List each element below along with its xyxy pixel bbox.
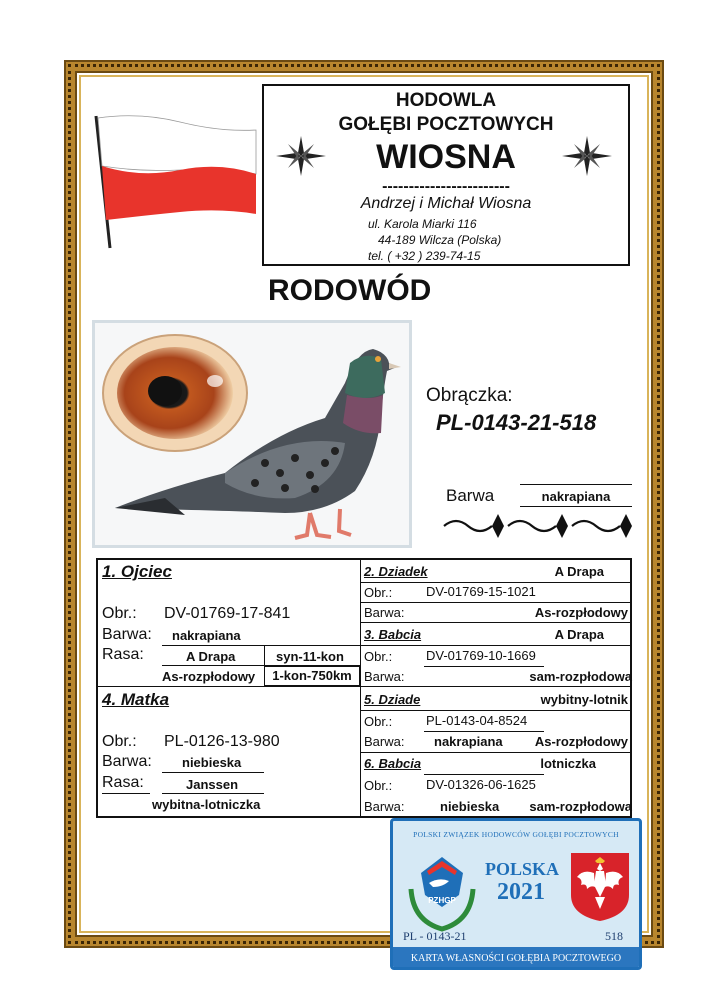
gm1-breed: A Drapa [554,627,604,642]
mother-obr: PL-0126-13-980 [164,733,280,750]
gf2-gm2-divider [360,752,632,753]
center-divider [360,558,361,818]
gf2-note2: As-rozpłodowy [534,734,628,749]
father-rasa: A Drapa [186,649,236,664]
grand-divider [360,686,632,687]
gf1-breed: A Drapa [554,564,604,579]
gm2-barwa-label: Barwa: [364,799,405,814]
gm1-barwa-label: Barwa: [364,669,405,684]
polish-eagle-icon [569,851,631,923]
color-bottom-rule [520,506,632,507]
pzhgp-logo-icon [403,849,481,933]
mother-barwa: niebieska [182,755,242,770]
father-note2: As-rozpłodowy [162,669,256,684]
mother-rasa-label-rule [102,793,150,794]
gf1-rule1 [360,582,632,583]
gf1-obr-label: Obr.: [364,585,393,600]
card-ring: PL - 0143-21 [403,929,467,943]
gm1-note: sam-rozpłodowa [529,669,632,684]
card-year: 2021 [497,879,545,905]
pigeon-image [95,323,409,545]
ownership-card [390,818,642,970]
gm2-barwa: niebieska [440,799,500,814]
gm1-obr: DV-01769-10-1669 [426,648,536,663]
gf1-heading: 2. Dziadek [364,564,428,579]
loft-name: WIOSNA [376,138,516,176]
father-barwa-rule [162,645,360,646]
owners-name: Andrzej i Michał Wiosna [360,195,532,212]
card-top-text: POLSKI ZWIĄZEK HODOWCÓW GOŁĘBI POCZTOWYCH [413,830,619,839]
gm2-note2: sam-rozpłodowa [529,799,632,814]
address-street: ul. Karola Miarki 116 [368,217,477,231]
father-obr-label: Obr.: [102,605,137,622]
address-city: 44-189 Wilcza (Polska) [378,233,502,247]
gf2-obr-label: Obr.: [364,714,393,729]
gm2-heading: 6. Babcia [364,756,422,771]
father-barwa-label: Barwa: [102,626,152,643]
gm1-obr-label: Obr.: [364,649,393,664]
ring-label: Obrączka: [426,385,513,406]
gf1-note: As-rozpłodowy [534,605,628,620]
mother-rasa: Janssen [186,777,239,792]
gm2-rule1 [424,774,544,775]
father-mother-divider [96,686,360,687]
card-logo-text: PZHGP [428,896,456,905]
color-value: nakrapiana [541,489,611,504]
father-barwa: nakrapiana [172,628,241,643]
mother-rasa-rule [162,793,264,794]
father-note1-divider [264,645,265,667]
header-line1: HODOWLA [395,90,497,111]
gm1-rule1 [360,645,632,646]
father-note3: 1-kon-750km [264,666,360,686]
header-line2: GOŁĘBI POCZTOWYCH [338,114,554,135]
gf2-barwa-label: Barwa: [364,734,405,749]
compass-star-icon [276,136,326,176]
gf2-barwa: nakrapiana [434,734,503,749]
card-bottom-text: KARTA WŁASNOŚCI GOŁĘBIA POCZTOWEGO [410,953,622,964]
gf1-obr: DV-01769-15-1021 [426,584,536,599]
address-phone: tel. ( +32 ) 239-74-15 [368,249,481,263]
gf2-obr: PL-0143-04-8524 [426,713,528,728]
card-number: 518 [605,929,623,943]
father-note1: syn-11-kon [276,649,344,664]
mother-obr-label: Obr.: [102,733,137,750]
gf2-rule1 [360,710,632,711]
gm1-rule2 [424,666,544,667]
gf1-gm1-divider [360,622,632,623]
gm2-note1: lotniczka [540,756,596,771]
card-country: POLSKA [485,859,560,879]
gm2-obr: DV-01326-06-1625 [426,777,536,792]
mother-note: wybitna-lotniczka [152,797,261,812]
ring-number: PL-0143-21-518 [436,410,597,435]
mother-barwa-label: Barwa: [102,753,152,770]
color-label: Barwa [446,486,495,505]
color-top-rule [520,484,632,485]
gm1-heading: 3. Babcia [364,627,422,642]
father-heading: 1. Ojciec [102,562,172,581]
compass-star-icon [562,136,612,176]
mother-barwa-rule [162,772,264,773]
father-obr: DV-01769-17-841 [164,605,291,622]
father-rasa-label: Rasa: [102,646,144,663]
pigeon-photo [92,320,412,548]
gf1-rule2 [360,602,632,603]
gm2-obr-label: Obr.: [364,778,393,793]
gf2-note1: wybitny-lotnik [540,692,628,707]
gf2-rule2 [424,731,544,732]
pedigree-title: RODOWÓD [268,274,432,307]
fleur-ornament-icon [442,512,634,540]
mother-rasa-label: Rasa: [102,774,144,791]
header-divider: ------------------------ [382,178,510,195]
gf2-heading: 5. Dziade [364,692,421,707]
gf1-barwa-label: Barwa: [364,605,405,620]
mother-heading: 4. Matka [102,690,170,709]
polish-flag-icon [90,108,260,250]
